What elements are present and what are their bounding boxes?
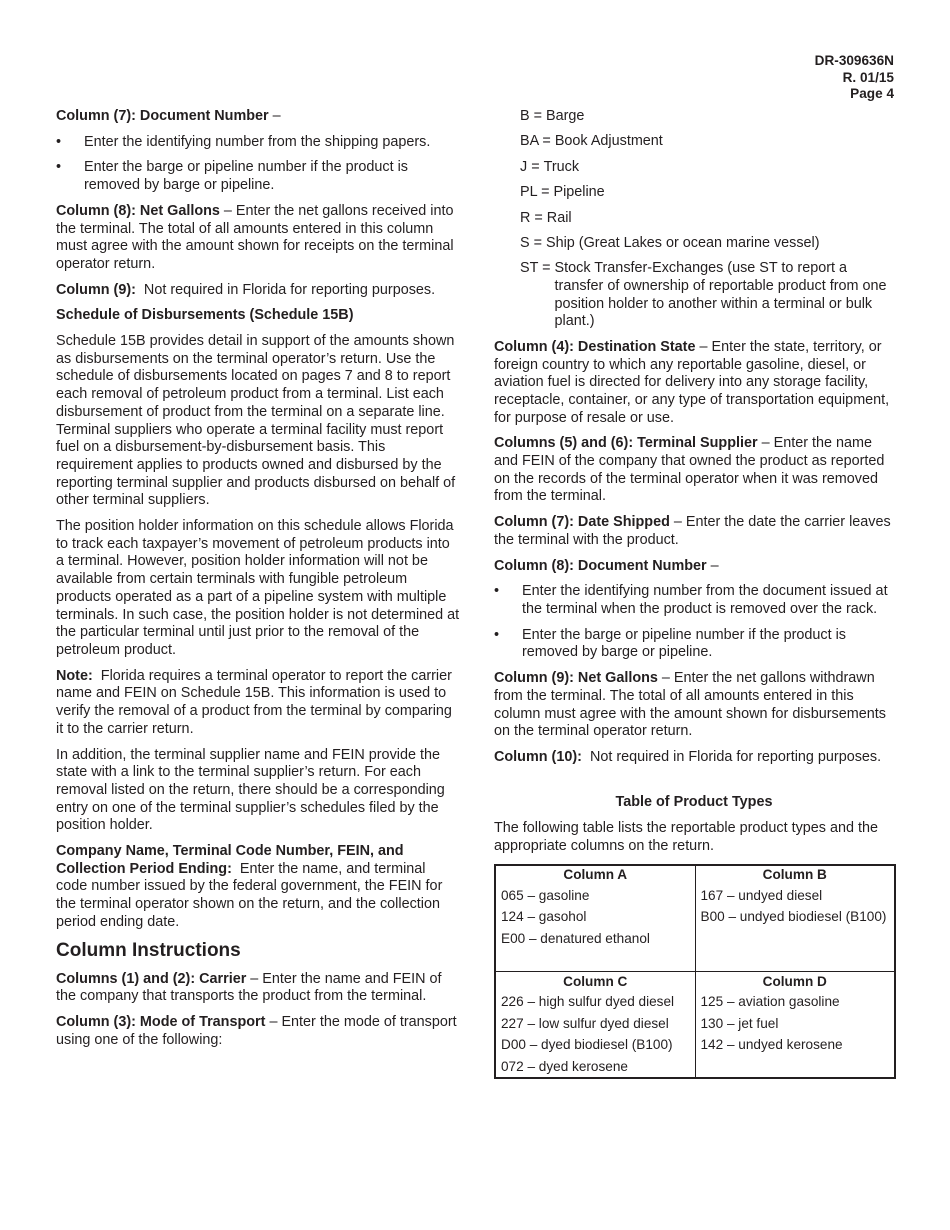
- table-cell: 142 – undyed kerosene: [700, 1037, 843, 1053]
- list-item: • Enter the barge or pipeline number if the product is removed by barge or pipeline.: [494, 626, 846, 661]
- table-cell: 226 – high sulfur dyed diesel: [495, 991, 695, 1013]
- table-row: [495, 906, 895, 928]
- columns-5-6-paragraph: Columns (5) and (6): Terminal Supplier – Enter the name and FEIN of the company that owned the product as reported on the records of the terminal operator when it was removed from the terminal.: [494, 435, 885, 505]
- table-cell: 072 – dyed kerosene: [495, 1056, 695, 1079]
- table-row: [495, 1056, 895, 1079]
- mode-item: R = Rail: [520, 209, 572, 226]
- table-cell: 125 – aviation gasoline: [700, 994, 840, 1010]
- table-cell: [695, 1056, 895, 1079]
- table-cell: 227 – low sulfur dyed diesel: [495, 1013, 695, 1035]
- col9-paragraph: Column (9): Not required in Florida for reporting purposes.: [56, 281, 436, 298]
- company-paragraph: Company Name, Terminal Code Number, FEIN, and Collection Period Ending: Enter the name, and terminal code number issued by the federal government, the FEIN for the terminal operator shown on the return, and the collection period ending date.: [56, 843, 447, 930]
- mode-item: B = Barge: [520, 108, 585, 124]
- column-3-paragraph: Column (3): Mode of Transport – Enter the mode of transport using one of the following:: [56, 1013, 457, 1048]
- table-row: [495, 1034, 895, 1056]
- table-header: Column A: [495, 865, 695, 885]
- table-cell: [695, 950, 895, 972]
- col7-heading: Column (7): Document Number –: [56, 108, 281, 124]
- schedule-heading: Schedule of Disbursements (Schedule 15B): [56, 307, 354, 324]
- table-row: [495, 1013, 895, 1035]
- table-header: Column C: [495, 972, 695, 992]
- list-item: • Enter the identifying number from the document issued at the terminal when the product is removed over the rack.: [494, 583, 888, 617]
- column-10-paragraph: Column (10): Not required in Florida for reporting purposes.: [494, 748, 882, 765]
- addition-paragraph: In addition, the terminal supplier name and FEIN provide the state with a link to the terminal supplier’s return. For each removal listed on the return, there should be a corresponding entry on one of the terminal supplier’s schedules filed by the position holder.: [56, 746, 445, 834]
- column-7-paragraph: Column (7): Date Shipped – Enter the date the carrier leaves the terminal with the product.: [494, 514, 891, 548]
- list-item: • Enter the identifying number from the shipping papers.: [56, 133, 431, 150]
- product-types-table: [494, 864, 896, 1080]
- table-cell: 065 – gasoline: [495, 885, 695, 907]
- table-row: [495, 950, 895, 972]
- table-cell: [495, 950, 695, 972]
- schedule-paragraph-2: The position holder information on this schedule allows Florida to track each taxpayer’s movement of petroleum products into a terminal. However, position holder information will not be available from certain terminals with fungible petroleum products operated as a part of a pipeline system with multiple terminals. In such case, the position holder is not determined at the particular terminal until just prior to the removal of the petroleum product.: [56, 518, 460, 658]
- mode-item: ST = Stock Transfer-Exchanges (use ST to report a transfer of ownership of reportable product from one position holder to another within a terminal or bulk plant.): [520, 260, 887, 330]
- mode-item: PL = Pipeline: [520, 184, 605, 201]
- table-cell: 124 – gasohol: [495, 906, 695, 928]
- mode-item: J = Truck: [520, 158, 580, 175]
- table-intro: The following table lists the reportable product types and the appropriate columns on the return.: [494, 820, 878, 855]
- mode-item: BA = Book Adjustment: [520, 133, 663, 150]
- table-header: Column B: [762, 867, 827, 883]
- table-cell: E00 – denatured ethanol: [495, 928, 695, 950]
- schedule-paragraph-1: Schedule 15B provides detail in support of the amounts shown as disbursements on the terminal operator’s return. Use the schedule of disbursements located on pages 7 and 8 to report each removal of petroleum product from a terminal. List each disbursement of product from the terminal on a separate line. Terminal suppliers who operate a terminal facility must report fuel on a disbursement-by-disbursement basis. This requirement applies to products owned and disbursed by the reporting terminal supplier and products disbursed on behalf of other terminal suppliers.: [56, 333, 456, 509]
- page-number: Page 4: [850, 86, 894, 101]
- form-header: [815, 53, 894, 103]
- table-row: [495, 991, 895, 1013]
- columns-1-2-paragraph: Columns (1) and (2): Carrier – Enter the name and FEIN of the company that transports the product from the terminal.: [56, 970, 442, 1005]
- column-4-paragraph: Column (4): Destination State – Enter the state, territory, or foreign country to which any reportable gasoline, diesel, or aviation fuel is directed for delivery into any storage facility, receptacle, container, or any type of transportation equipment, for purpose of resale or use.: [494, 338, 890, 426]
- list-item: • Enter the barge or pipeline number if the product is removed by barge or pipeline.: [56, 159, 408, 194]
- col8-paragraph: Column (8): Net Gallons – Enter the net gallons received into the terminal. The total of all amounts entered in this column must agree with the amount shown for receipts on the terminal operator return.: [56, 202, 454, 272]
- table-cell: 130 – jet fuel: [700, 1015, 779, 1031]
- table-header: Column D: [695, 972, 895, 992]
- note-paragraph: Note: Florida requires a terminal operator to report the carrier name and FEIN on Schedule 15B. This information is used to verify the removal of a product from the terminal by comparing it to the carrier return.: [56, 667, 456, 737]
- mode-item: S = Ship (Great Lakes or ocean marine vessel): [520, 234, 820, 251]
- table-cell: [695, 928, 895, 950]
- column-8-heading: Column (8): Document Number –: [494, 557, 719, 574]
- table-cell: D00 – dyed biodiesel (B100): [495, 1034, 695, 1056]
- table-title: Table of Product Types: [615, 793, 773, 810]
- table-cell: B00 – undyed biodiesel (B100): [700, 909, 887, 925]
- form-revision: R. 01/15: [842, 69, 894, 85]
- column-instructions-heading: Column Instructions: [56, 939, 241, 961]
- table-row: [495, 885, 895, 907]
- right-column: [494, 108, 894, 1079]
- left-column: [56, 108, 460, 1057]
- table-row: [495, 928, 895, 950]
- column-9-paragraph: Column (9): Net Gallons – Enter the net gallons withdrawn from the terminal. The total of all amounts entered in this column must agree with the amount shown for disbursements on the terminal operator return.: [494, 670, 886, 740]
- form-number: DR-309636N: [814, 53, 894, 68]
- table-cell: 167 – undyed diesel: [700, 887, 823, 903]
